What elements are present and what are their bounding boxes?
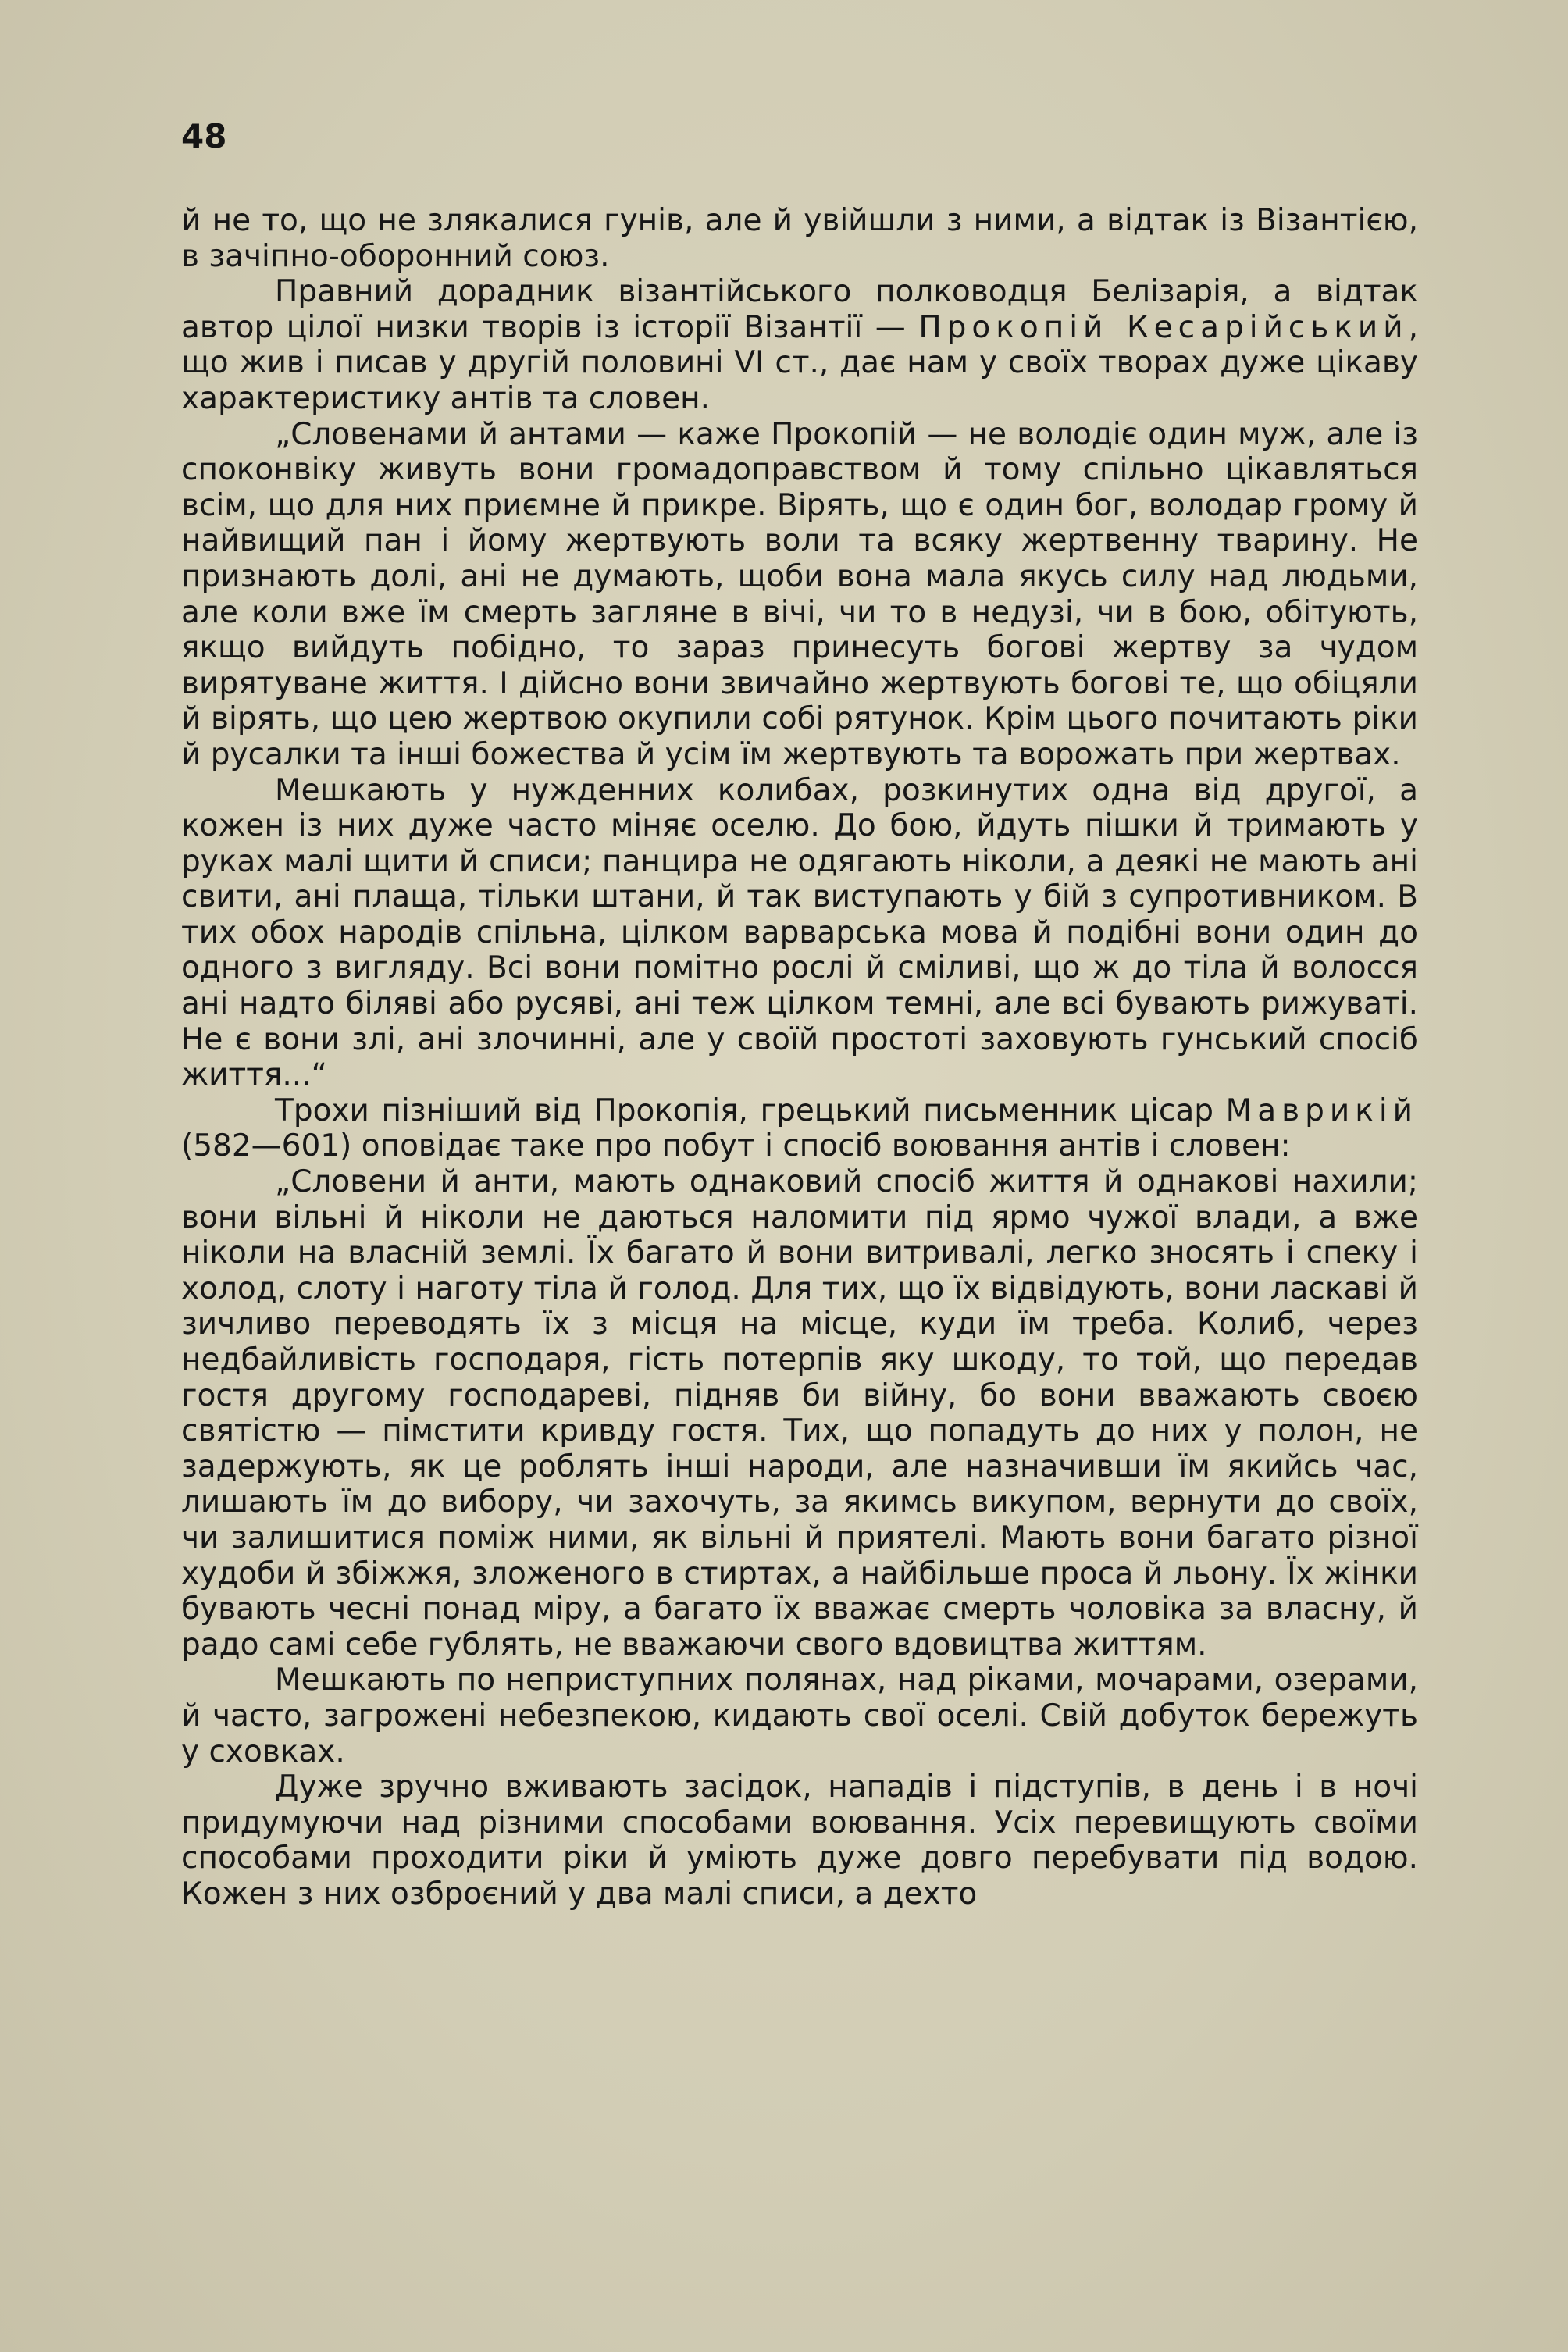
body-text bbox=[181, 203, 1418, 1912]
author-name: Прокопій Кесарійський bbox=[918, 309, 1409, 345]
paragraph-text: , що жив і писав у другій половині VI ст., дає нам у своїх творах дуже цікаву характеристику антів та словен. bbox=[181, 309, 1418, 416]
paragraph bbox=[181, 1093, 1418, 1164]
paragraph: й не то, що не злякалися гунів, але й увійшли з ними, а відтак із Візантією, в зачіпно-оборонний союз. bbox=[181, 203, 1418, 274]
quote-paragraph: „Словенами й антами — каже Прокопій — не володіє один муж, але із споконвіку живуть вони громадоправством й тому спільно цікавляться всім, що для них приємне й прикре. Вірять, що є один бог, володар грому й найвищий пан і йому жертвують воли та всяку жертвенну тварину. Не признають долі, ані не думають, щоби вона мала якусь силу над людьми, але коли вже їм смерть загляне в вічі, чи то в недузі, чи в бою, обітують, якщо вийдуть побідно, то зараз принесуть богові жертву за чудом вирятуване життя. І дійсно вони звичайно жертвують богові те, що обіцяли й вірять, що цею жертвою окупили собі рятунок. Крім цього почитають ріки й русалки та інші божества й усім їм жертвують та ворожать при жертвах. bbox=[181, 416, 1418, 772]
author-name: Маврикій bbox=[1225, 1092, 1418, 1128]
quote-paragraph: „Словени й анти, мають однаковий спосіб життя й однакові нахили; вони вільні й ніколи не даються наломити під ярмо чужої влади, а вже ніколи на власній землі. Їх багато й вони витривалі, легко зносять і спеку і холод, слоту і наготу тіла й голод. Для тих, що їх відвідують, вони ласкаві й зичливо переводять їх з місця на місце, куди їм треба. Колиб, через недбайливість господаря, гість потерпів яку шкоду, то той, що передав гостя другому господареві, підняв би війну, бо вони вважають своєю святістю — пімстити кривду гостя. Тих, що попадуть до них у полон, не задержують, як це роблять інші народи, але назначивши їм якийсь час, лишають їм до вибору, чи захочуть, за якимсь викупом, вернути до своїх, чи залишитися поміж ними, як вільні й приятелі. Мають вони багато різної худоби й збіжжя, зложеного в стиртах, а найбільше проса й льону. Їх жінки бувають чесні понад міру, а багато їх вважає смерть чоловіка за власну, й радо самі себе гублять, не вважаючи свого вдовицтва життям. bbox=[181, 1164, 1418, 1662]
paragraph-text: Правний дорадник візантійського полководця Белізарія, а відтак автор цілої низки творів із історії Візантії — bbox=[181, 274, 1418, 345]
quote-paragraph: Дуже зручно вживають засідок, нападів і підступів, в день і в ночі придумуючи над різними способами воювання. Усіх перевищують своїми способами проходити ріки й уміють дуже довго перебувати під водою. Кожен з них озброєний у два малі списи, а дехто bbox=[181, 1769, 1418, 1912]
quote-paragraph: Мешкають у нужденних колибах, розкинутих одна від другої, а кожен із них дуже часто міняє оселю. До бою, йдуть пішки й тримають у руках малі щити й списи; панцира не одягають ніколи, а деякі не мають ані свити, ані плаща, тільки штани, й так виступають у бій з супротивником. В тих обох народів спільна, цілком варварська мова й подібні вони один до одного з вигляду. Всі вони помітно рослі й сміливі, що ж до тіла й волосся ані надто біляві або русяві, ані теж цілком темні, але всі бувають рижуваті. Не є вони злі, ані злочинні, але у своїй простоті заховують гунський спосіб життя...“ bbox=[181, 772, 1418, 1093]
paragraph-text: Трохи пізніший від Прокопія, грецький письменник цісар bbox=[275, 1092, 1226, 1128]
quote-paragraph: Мешкають по неприступних полянах, над ріками, мочарами, озерами, й часто, загрожені небезпекою, кидають свої оселі. Свій добуток бережуть у сховках. bbox=[181, 1662, 1418, 1769]
paragraph bbox=[181, 274, 1418, 416]
page-number: 48 bbox=[181, 117, 227, 155]
paragraph-text: (582—601) оповідає таке про побут і спосіб воювання антів і словен: bbox=[181, 1128, 1291, 1164]
